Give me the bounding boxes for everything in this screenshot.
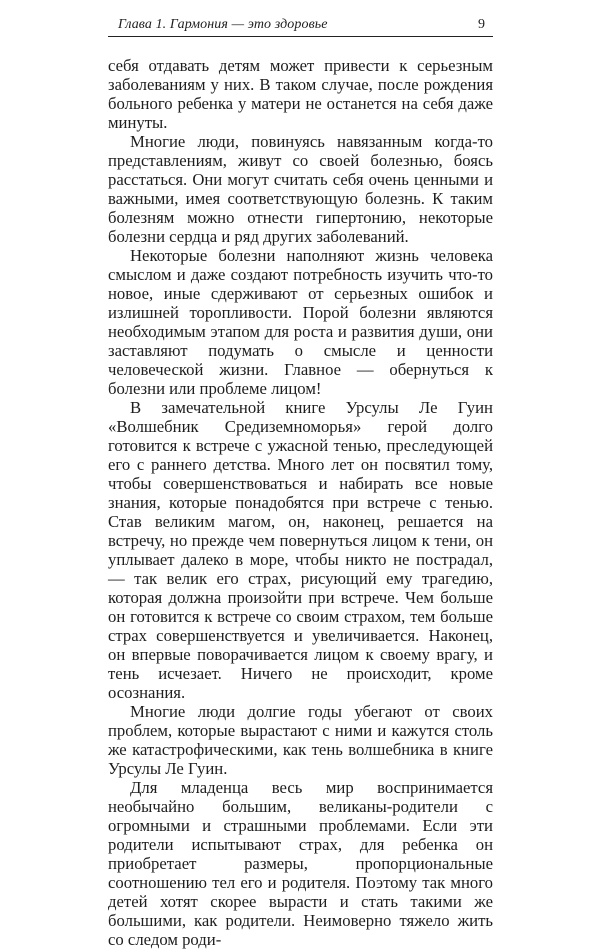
paragraph: Многие люди долгие годы убегают от своих проблем, которые вырастают с ними и кажутся столь же катастрофическими, как тень волшебника в книге Урсулы Ле Гуин. [108,702,493,778]
body-text [108,56,493,949]
paragraph: В замечательной книге Урсулы Ле Гуин «Волшебник Средиземноморья» герой долго готовится к встрече с ужасной тенью, преследующей его с раннего детства. Много лет он посвятил тому, чтобы совершенствоваться и набирать все новые знания, которые понадобятся при встрече с тенью. Став великим магом, он, наконец, решается на встречу, но прежде чем повернуться лицом к тени, он уплывает далеко в море, чтобы никто не пострадал, — так велик его страх, рисующий ему трагедию, которая должна произойти при встрече. Чем больше он готовится к встрече со своим страхом, тем больше страх совершенствуется и увеличивается. Наконец, он впервые поворачивается лицом к своему врагу, и тень исчезает. Ничего не происходит, кроме осознания. [108,398,493,702]
running-head [108,14,493,37]
paragraph: Некоторые болезни наполняют жизнь человека смыслом и даже создают потребность изучить что-то новое, иные сдерживают от серьезных ошибок и излишней торопливости. Порой болезни являются необходимым этапом для роста и развития души, они заставляют подумать о смысле и ценности человеческой жизни. Главное — обернуться к болезни или проблеме лицом! [108,246,493,398]
book-page [108,14,493,949]
paragraph: Многие люди, повинуясь навязанным когда-то представлениям, живут со своей болезнью, боясь расстаться. Они могут считать себя очень ценными и важными, имея соответствующую болезнь. К таким болезням можно отнести гипертонию, некоторые болезни сердца и ряд других заболеваний. [108,132,493,246]
paragraph: Для младенца весь мир воспринимается необычайно большим, великаны-родители с огромными и страшными проблемами. Если эти родители испытывают страх, для ребенка он приобретает размеры, пропорциональные соотношению тел его и родителя. Поэтому так много детей хотят скорее вырасти и стать такими же большими, как родители. Неимоверно тяжело жить со следом роди- [108,778,493,949]
chapter-title: Глава 1. Гармония — это здоровье [118,17,328,32]
page-number: 9 [478,17,485,32]
paragraph-continuation: себя отдавать детям может привести к серьезным заболеваниям у них. В таком случае, после рождения больного ребенка у матери не останется на себя даже минуты. [108,56,493,132]
